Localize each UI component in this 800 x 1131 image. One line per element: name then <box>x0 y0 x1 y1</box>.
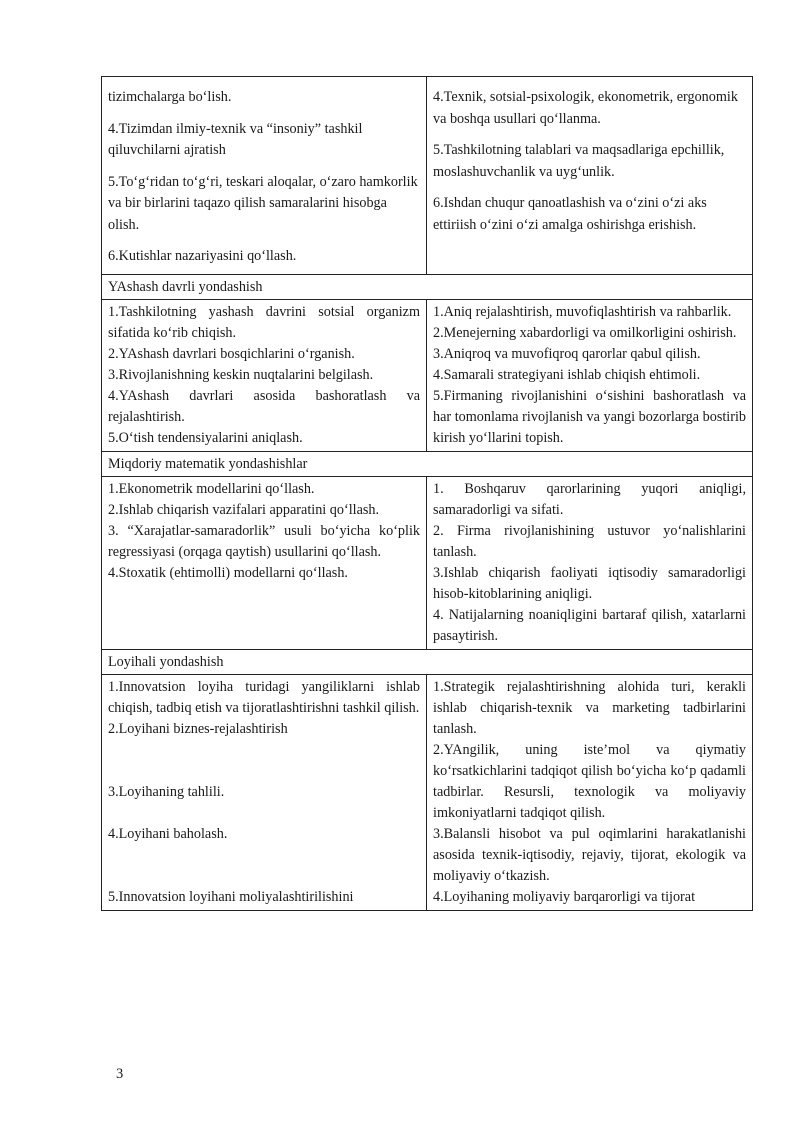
section-header-row <box>102 452 753 477</box>
cell-text: 5.To‘g‘ridan to‘g‘ri, teskari aloqalar, o‘zaro hamkorlik va bir birlarini taqazo qilish samaralarini hisobga olish. <box>108 173 418 233</box>
section-header: YAshash davrli yondashish <box>102 275 753 300</box>
cell-text: 5.O‘tish tendensiyalarini aniqlash. <box>108 430 303 446</box>
table-cell-methods <box>102 300 427 452</box>
table-cell-results <box>427 675 753 911</box>
cell-text: 2.Menejerning xabardorligi va omilkorligini oshirish. <box>433 325 737 341</box>
table-cell-methods <box>102 77 427 275</box>
cell-text: 6.Kutishlar nazariyasini qo‘llash. <box>108 248 297 264</box>
cell-text: 1.Aniq rejalashtirish, muvofiqlashtirish va rahbarlik. <box>433 304 732 320</box>
cell-text: 4.Texnik, sotsial-psixologik, ekonometrik, ergonomik va boshqa usullari qo‘llanma. <box>433 89 738 127</box>
cell-text: 5.Tashkilotning talablari va maqsadlariga epchillik, moslashuvchanlik va uyg‘unlik. <box>433 142 725 180</box>
cell-text: 3.Balansli hisobot va pul oqimlarini harakatlanishi asosida texnik-iqtisodiy, rejaviy, tijorat, ekologik va moliyaviy o‘tkazish. <box>433 826 746 884</box>
approaches-table <box>101 76 753 911</box>
cell-text: 4.Loyihaning moliyaviy barqarorligi va tijorat <box>433 889 696 905</box>
cell-text: 4. Natijalarning noaniqligini bartaraf qilish, xatarlarni pasaytirish. <box>433 607 746 644</box>
cell-text: 2.YAshash davrlari bosqichlarini o‘rganish. <box>108 346 355 362</box>
cell-text: 1.Strategik rejalashtirishning alohida turi, kerakli ishlab chiqarish-texnik va marketing tadbirlarini tanlash. <box>433 679 746 737</box>
section-header-row <box>102 650 753 675</box>
table-row <box>102 300 753 452</box>
section-header: Loyihali yondashish <box>102 650 753 675</box>
table-cell-results <box>427 300 753 452</box>
cell-text: 4.Samarali strategiyani ishlab chiqish ehtimoli. <box>433 367 701 383</box>
cell-text: 3.Rivojlanishning keskin nuqtalarini belgilash. <box>108 367 374 383</box>
cell-text: 2.YAngilik, uning iste’mol va qiymatiy ko‘rsatkichlarini tadqiqot qilish bo‘yicha ko‘p qadamli tadbirlar. Resursli, texnologik va moliyaviy imkoniyatlarni tadqiqot qilish. <box>433 742 746 821</box>
table-row <box>102 675 753 911</box>
table-cell-methods <box>102 477 427 650</box>
cell-text: 3.Ishlab chiqarish faoliyati iqtisodiy samaradorligi hisob-kitoblarining aniqligi. <box>433 565 746 602</box>
cell-text: 1. Boshqaruv qarorlarining yuqori aniqligi, samaradorligi va sifati. <box>433 481 746 518</box>
section-header-row <box>102 275 753 300</box>
cell-text: 3.Loyihaning tahlili. <box>108 784 225 800</box>
cell-text: 3. “Xarajatlar-samaradorlik” usuli bo‘yicha ko‘plik regressiyasi (orqaga qaytish) usullarini qo‘llash. <box>108 523 420 560</box>
page-number: 3 <box>116 1066 124 1082</box>
cell-text: 4.Loyihani baholash. <box>108 826 228 842</box>
table-row <box>102 77 753 275</box>
table-cell-results <box>427 77 753 275</box>
cell-text: 3.Aniqroq va muvofiqroq qarorlar qabul qilish. <box>433 346 701 362</box>
cell-text: 4.YAshash davrlari asosida bashoratlash va rejalashtirish. <box>108 388 420 425</box>
cell-text: tizimchalarga bo‘lish. <box>108 89 232 105</box>
table-row <box>102 477 753 650</box>
cell-text: 2. Firma rivojlanishining ustuvor yo‘nalishlarini tanlash. <box>433 523 746 560</box>
table-cell-methods <box>102 675 427 911</box>
cell-text: 1.Tashkilotning yashash davrini sotsial organizm sifatida ko‘rib chiqish. <box>108 304 420 341</box>
table-cell-results <box>427 477 753 650</box>
section-header: Miqdoriy matematik yondashishlar <box>102 452 753 477</box>
cell-text: 5.Firmaning rivojlanishini o‘sishini bashoratlash va har tomonlama rivojlanish va yangi bozorlarga bostirib kirish yo‘llarini topish. <box>433 388 746 446</box>
cell-text: 6.Ishdan chuqur qanoatlashish va o‘zini o‘zi aks ettiriish o‘zini o‘zi amalga oshirishga erishish. <box>433 195 707 233</box>
cell-text: 2.Ishlab chiqarish vazifalari apparatini qo‘llash. <box>108 502 380 518</box>
cell-text: 4.Stoxatik (ehtimolli) modellarni qo‘llash. <box>108 565 348 581</box>
cell-text: 5.Innovatsion loyihani moliyalashtirilishini <box>108 889 354 905</box>
cell-text: 4.Tizimdan ilmiy-texnik va “insoniy” tashkil qiluvchilarni ajratish <box>108 120 363 158</box>
cell-text: 1.Innovatsion loyiha turidagi yangiliklarni ishlab chiqish, tadbiq etish va tijoratlashtirishni tashkil qilish. <box>108 679 420 716</box>
cell-text: 1.Ekonometrik modellarini qo‘llash. <box>108 481 315 497</box>
cell-text: 2.Loyihani biznes-rejalashtirish <box>108 721 288 737</box>
